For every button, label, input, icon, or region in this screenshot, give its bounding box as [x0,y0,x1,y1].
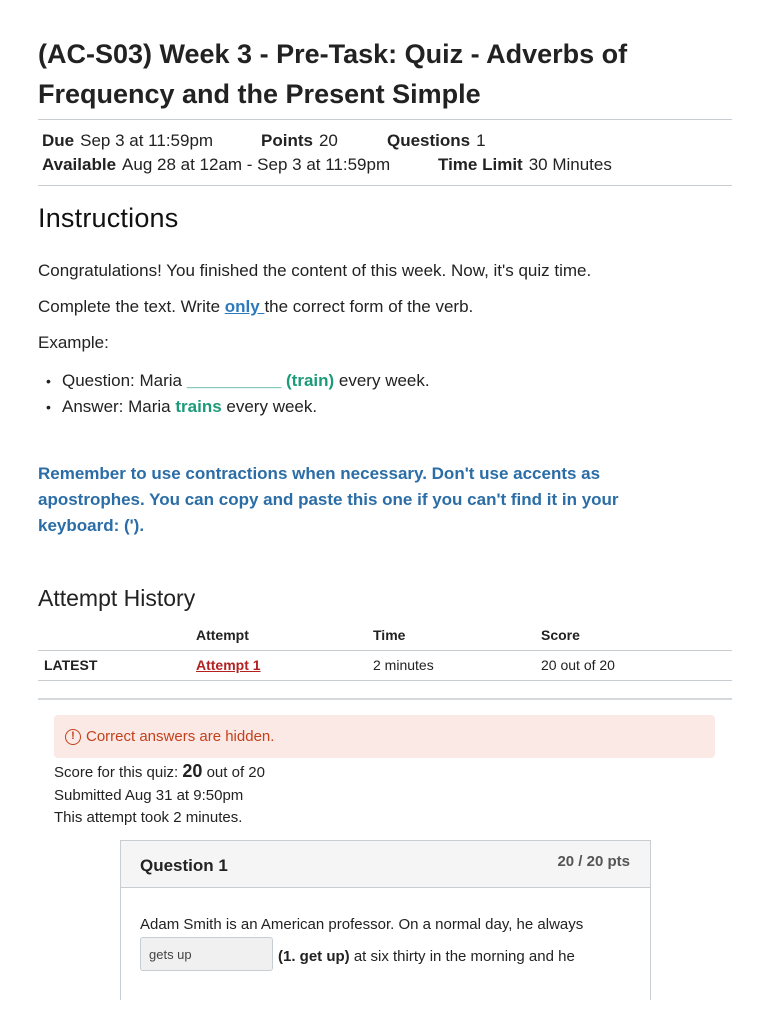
questions-value: 1 [476,131,486,150]
score-value: 20 [182,761,203,781]
attempt-cell [190,650,367,680]
score-label: Score for this quiz: [54,764,183,781]
time-cell: 2 minutes [367,650,535,680]
question-points: 20 / 20 pts [557,853,630,870]
instructions-paragraph-2 [38,297,473,317]
table-row [38,650,732,680]
divider [38,119,732,120]
meta-points [261,131,338,151]
alert-text: Correct answers are hidden. [86,728,275,745]
example-question-tail: every week. [334,371,430,390]
attempt-history-table [38,621,732,681]
time-limit-value: 30 Minutes [528,155,612,174]
example-list [62,368,430,420]
time-limit-label: Time Limit [438,155,523,174]
example-answer-tail: every week. [221,397,318,416]
divider [38,698,732,700]
answer-hint-1: (1. get up) [278,948,350,965]
p2-text-before: Complete the text. Write [38,297,225,316]
divider [38,185,732,186]
example-answer-text: Answer: Maria [62,397,176,416]
page-title: (AC-S03) Week 3 - Pre-Task: Quiz - Adverbs of Frequency and the Present Simple [38,39,628,109]
example-blank: __________ [186,371,282,390]
example-question-text: Question: Maria [62,371,187,390]
only-link[interactable]: only [224,297,265,316]
example-answer [62,394,430,420]
example-question [62,368,430,394]
available-label: Available [42,155,117,174]
question-title: Question 1 [140,856,228,875]
question-text-line-1: Adam Smith is an American professor. On a normal day, he always [140,916,584,933]
meta-available [42,155,390,175]
submitted-text: Submitted Aug 31 at 9:50pm [54,787,244,804]
hidden-answers-alert [54,715,715,758]
due-label: Due [42,131,75,150]
points-value: 20 [318,131,338,150]
question-text-line-2-tail: at six thirty in the morning and he [349,948,575,965]
exclamation-circle-icon: ! [65,729,81,745]
due-value: Sep 3 at 11:59pm [80,131,214,150]
table-header-row [38,621,732,650]
p2-text-after: the correct form of the verb. [264,297,474,316]
score-suffix: out of 20 [202,764,265,781]
available-value: Aug 28 at 12am - Sep 3 at 11:59pm [122,155,391,174]
attempt-history-heading: Attempt History [38,585,196,611]
instructions-paragraph-1: Congratulations! You finished the content of this week. Now, it's quiz time. [38,261,592,280]
column-header-score: Score [535,621,732,650]
attempt-link[interactable]: Attempt 1 [196,657,261,673]
points-label: Points [261,131,313,150]
meta-time-limit [438,155,612,175]
contractions-note: Remember to use contractions when necessary. Don't use accents as apostrophes. You can copy and paste this one if you can't find it in your keyboard: ('). [38,464,619,535]
question-header [121,841,650,888]
questions-label: Questions [387,131,471,150]
question-card [120,840,651,1000]
column-header [38,621,190,650]
example-label: Example: [38,333,109,352]
answer-field-1[interactable]: gets up [140,937,273,971]
attempt-duration-text: This attempt took 2 minutes. [54,809,243,826]
meta-due [42,131,213,151]
column-header-attempt: Attempt [190,621,367,650]
column-header-time: Time [367,621,535,650]
example-answer-verb: trains [175,397,222,416]
quiz-score [54,761,265,782]
question-text-line-2 [278,948,575,965]
row-label: LATEST [38,650,190,680]
instructions-heading: Instructions [38,203,179,233]
meta-questions [387,131,486,151]
score-cell: 20 out of 20 [535,650,732,680]
example-hint: (train) [281,371,335,390]
